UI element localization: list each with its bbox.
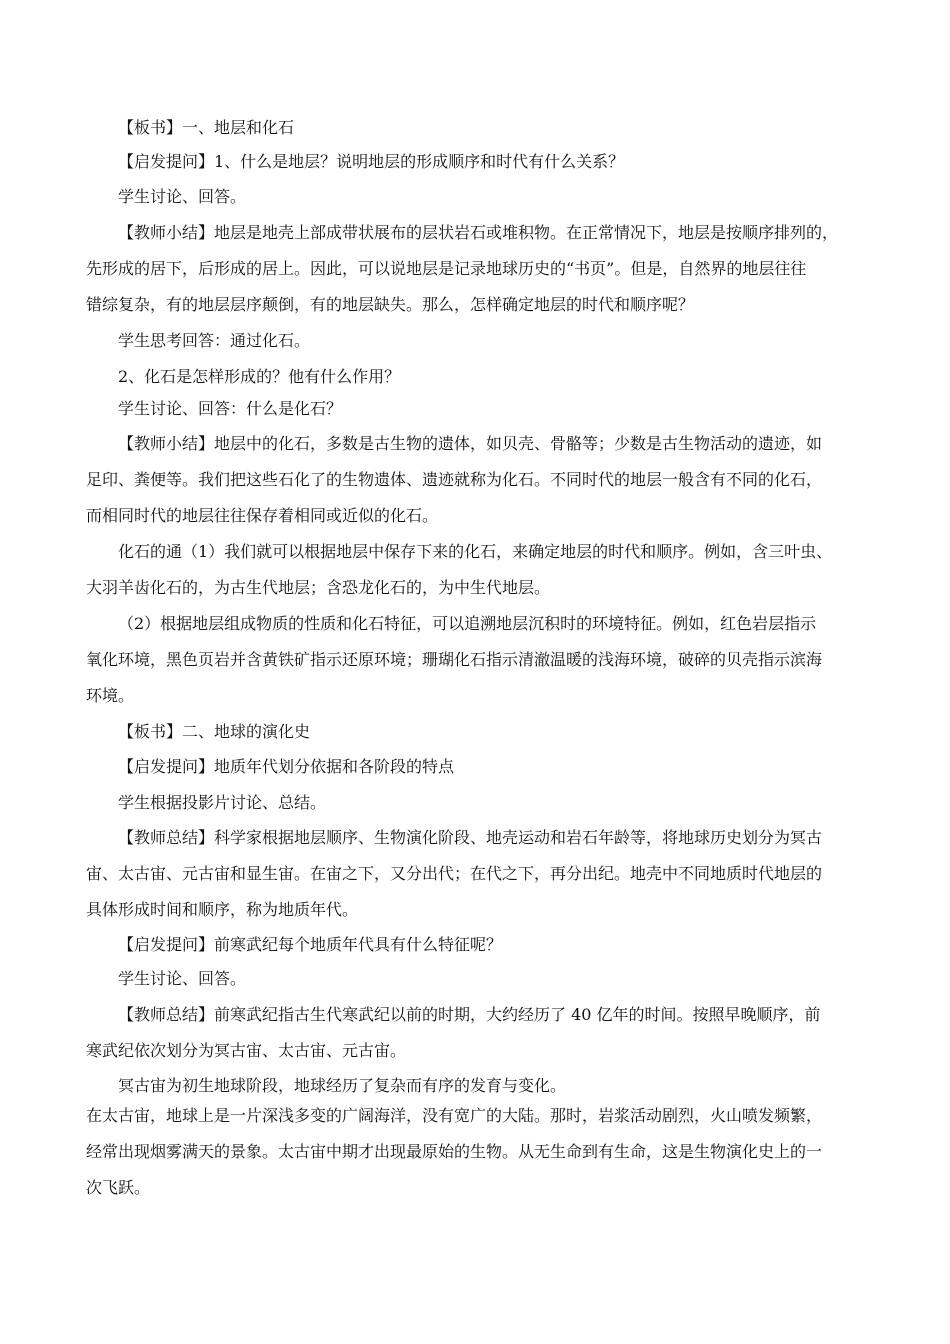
archean-line-3: 次飞跃。: [86, 1178, 151, 1197]
summary-4-line-1: 【教师总结】前寒武纪指古生代寒武纪以前的时期，大约经历了 40 亿年的时间。按照早晚顺序，前: [118, 1005, 821, 1024]
student-response-4: 学生根据投影片讨论、总结。: [118, 793, 327, 812]
summary-3-line-2: 宙、太古宙、元古宙和显生宙。在宙之下，又分出代；在代之下，再分出纪。地壳中不同地质时代地层的: [86, 864, 823, 883]
question-3: 【启发提问】地质年代划分依据和各阶段的特点: [118, 757, 455, 776]
archean-line-2: 经常出现烟雾满天的景象。太古宙中期才出现最原始的生物。从无生命到有生命，这是生物演化史上的一: [86, 1142, 823, 1161]
fossil-use-1-line-1: 化石的通（1）我们就可以根据地层中保存下来的化石，来确定地层的时代和顺序。例如，含三叶虫、: [118, 542, 833, 561]
question-1: 【启发提问】1、什么是地层？说明地层的形成顺序和时代有什么关系？: [118, 152, 625, 171]
question-4: 【启发提问】前寒武纪每个地质年代具有什么特征呢？: [118, 935, 503, 954]
summary-2-line-3: 而相同时代的地层往往保存着相同或近似的化石。: [86, 506, 439, 525]
summary-3-line-3: 具体形成时间和顺序，称为地质年代。: [86, 900, 359, 919]
student-response-3: 学生讨论、回答：什么是化石？: [118, 399, 343, 418]
question-2: 2、化石是怎样形成的？他有什么作用？: [118, 367, 401, 386]
summary-2-line-2: 足印、粪便等。我们把这些石化了的生物遗体、遗迹就称为化石。不同时代的地层一般含有不同的化石，: [86, 470, 823, 489]
fossil-use-1-line-2: 大羽羊齿化石的，为古生代地层；含恐龙化石的，为中生代地层。: [86, 578, 551, 597]
student-response-2: 学生思考回答：通过化石。: [118, 331, 311, 350]
summary-4-line-2: 寒武纪依次划分为冥古宙、太古宙、元古宙。: [86, 1041, 407, 1060]
fossil-use-2-line-2: 氧化环境，黑色页岩并含黄铁矿指示还原环境；珊瑚化石指示清澈温暖的浅海环境，破碎的贝壳指示滨海: [86, 650, 823, 669]
heading-board-1: 【板书】一、地层和化石: [118, 118, 295, 137]
summary-1-line-2: 先形成的居下，后形成的居上。因此，可以说地层是记录地球历史的“书页”。但是，自然界的地层往往: [86, 259, 807, 278]
archean-line-1: 在太古宙，地球上是一片深浅多变的广阔海洋，没有宽广的大陆。那时，岩浆活动剧烈，火山喷发频繁，: [86, 1106, 823, 1125]
heading-board-2: 【板书】二、地球的演化史: [118, 722, 311, 741]
summary-2-line-1: 【教师小结】地层中的化石，多数是古生物的遗体，如贝壳、骨骼等；少数是古生物活动的遗迹，如: [118, 434, 823, 453]
summary-1-line-3: 错综复杂，有的地层层序颠倒，有的地层缺失。那么，怎样确定地层的时代和顺序呢？: [86, 295, 695, 314]
fossil-use-2-line-3: 环境。: [86, 686, 135, 705]
hadean-paragraph: 冥古宙为初生地球阶段，地球经历了复杂而有序的发育与变化。: [118, 1076, 567, 1095]
student-response-1: 学生讨论、回答。: [118, 187, 247, 206]
student-response-5: 学生讨论、回答。: [118, 969, 247, 988]
summary-3-line-1: 【教师总结】科学家根据地层顺序、生物演化阶段、地壳运动和岩石年龄等，将地球历史划分为冥古: [118, 828, 823, 847]
fossil-use-2-line-1: （2）根据地层组成物质的性质和化石特征，可以追溯地层沉积时的环境特征。例如，红色岩层指示: [118, 614, 817, 633]
summary-1-line-1: 【教师小结】地层是地壳上部成带状展布的层状岩石或堆积物。在正常情况下，地层是按顺序排列的，: [118, 223, 839, 242]
